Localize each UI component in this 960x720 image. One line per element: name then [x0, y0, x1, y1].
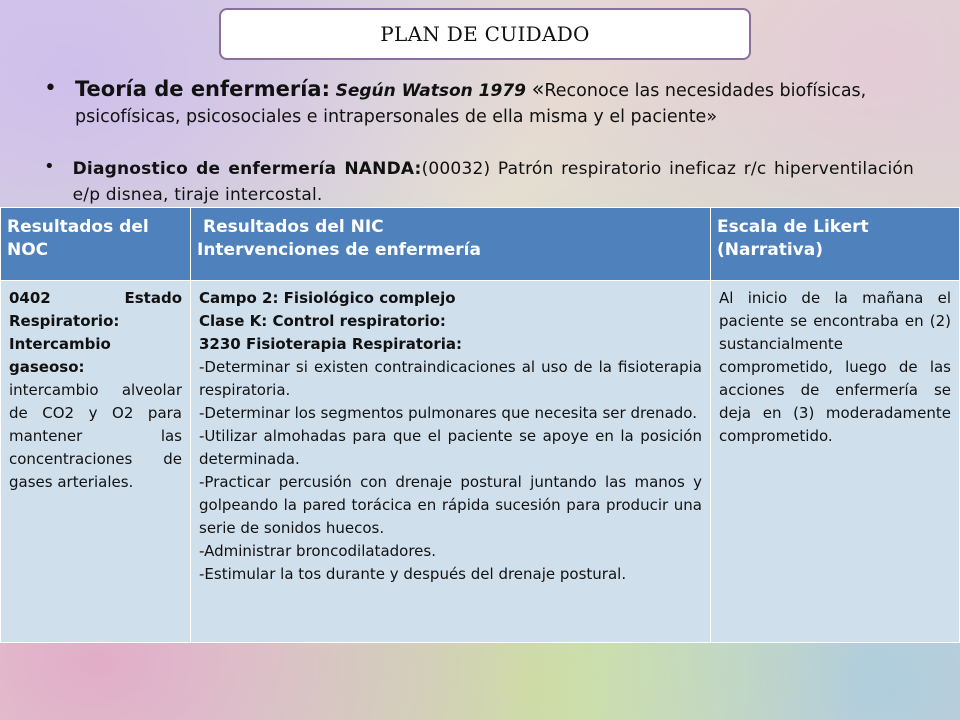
theory-author: Según Watson 1979 — [335, 81, 526, 101]
nic-field: Campo 2: Fisiológico complejo — [199, 289, 456, 307]
header-nic — [191, 208, 711, 281]
table-row — [1, 281, 960, 643]
bullet-icon: • — [44, 76, 57, 101]
noc-code-row — [9, 287, 182, 310]
header-noc-line2: NOC — [7, 240, 49, 260]
nic-activity: -Administrar broncodilatadores. — [199, 542, 436, 560]
theory-heading: Teoría de enfermería: — [74, 77, 330, 101]
diagnosis-text — [73, 156, 914, 208]
header-nic-line1: Resultados del NIC — [203, 217, 384, 237]
nic-activity: -Practicar percusión con drenaje postural juntando las manos y golpeando la pared torácica en rápida sucesión para producir una serie de sonidos huecos. — [199, 473, 702, 537]
header-nic-line2: Intervenciones de enfermería — [197, 240, 481, 260]
header-noc — [1, 208, 191, 281]
nic-activity: -Utilizar almohadas para que el paciente se apoye en la posición determinada. — [199, 427, 702, 468]
table-header-row — [1, 208, 960, 281]
theory-text — [75, 76, 924, 130]
header-likert-line2: (Narrativa) — [717, 240, 823, 260]
diagnosis-body: (00032) Patrón respiratorio ineficaz r/c hiperventilación e/p disnea, tiraje intercostal. — [72, 159, 914, 205]
noc-code: 0402 — [9, 289, 51, 307]
theory-quote: Reconoce las necesidades biofísicas, psicofísicas, psicosociales e intrapersonales de ella misma y el paciente» — [74, 81, 867, 127]
nic-activity: -Determinar si existen contraindicaciones al uso de la fisioterapia respiratoria. — [199, 358, 702, 399]
likert-narrative: Al inicio de la mañana el paciente se encontraba en (2) sustancialmente comprometido, luego de las acciones de enfermería se deja en (3) moderadamente comprometido. — [719, 289, 951, 445]
likert-cell — [711, 281, 960, 643]
nic-intervention: 3230 Fisioterapia Respiratoria: — [199, 335, 463, 353]
nic-activity: -Determinar los segmentos pulmonares que necesita ser drenado. — [199, 404, 697, 422]
diagnosis-bullet — [44, 156, 914, 208]
diagnosis-heading: Diagnostico de enfermería NANDA: — [72, 159, 422, 179]
care-plan-table — [0, 207, 960, 643]
nic-activity: -Estimular la tos durante y después del drenaje postural. — [199, 565, 627, 583]
header-likert-line1: Escala de Likert — [717, 217, 869, 237]
noc-code-label: Estado — [124, 289, 182, 307]
noc-cell — [1, 281, 191, 643]
header-likert — [711, 208, 960, 281]
noc-title: Respiratorio: Intercambio gaseoso: — [9, 312, 120, 376]
quote-open: « — [531, 77, 545, 101]
nic-class: Clase K: Control respiratorio: — [199, 312, 446, 330]
nic-cell — [191, 281, 711, 643]
page-title: PLAN DE CUIDADO — [219, 8, 751, 60]
theory-bullet — [44, 76, 924, 130]
bullet-icon: • — [44, 156, 55, 177]
noc-description: intercambio alveolar de CO2 y O2 para mantener las concentraciones de gases arteriales. — [9, 381, 182, 491]
header-noc-line1: Resultados del — [7, 217, 149, 237]
